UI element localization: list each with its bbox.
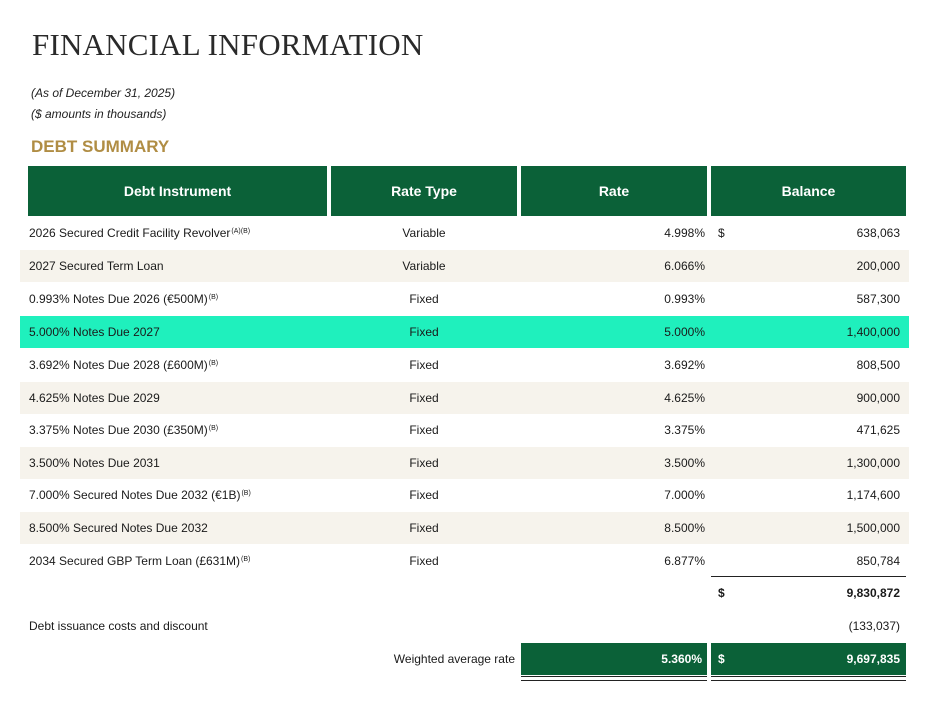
- table-row: [20, 349, 909, 381]
- table-row: [20, 283, 909, 315]
- as-of-date-note: (As of December 31, 2025): [31, 86, 176, 100]
- issuance-costs-value: (133,037): [848, 619, 900, 633]
- instrument-name: 2034 Secured GBP Term Loan (£631M) $^{(B)}$: [29, 554, 251, 568]
- currency-symbol: $: [718, 226, 725, 240]
- instrument-name: 2027 Secured Term Loan: [29, 259, 164, 273]
- balance-value: 1,174,600: [846, 488, 900, 502]
- rate-value: 8.500%: [664, 521, 705, 535]
- table-row: [20, 545, 909, 577]
- rate-type: Fixed: [409, 488, 439, 502]
- instrument-name: 2026 Secured Credit Facility Revolver $^{(A)(B)}$: [29, 226, 251, 240]
- instrument-name: 5.000% Notes Due 2027: [29, 325, 160, 339]
- rate-value: 6.066%: [664, 259, 705, 273]
- rate-type: Variable: [402, 259, 446, 273]
- page-title: FINANCIAL INFORMATION: [32, 27, 424, 62]
- double-underline-balance: [711, 676, 906, 681]
- rate-type: Fixed: [409, 325, 439, 339]
- rate-type: Fixed: [409, 292, 439, 306]
- column-header-debt-instrument: Debt Instrument: [28, 166, 327, 216]
- section-title-debt-summary: DEBT SUMMARY: [31, 137, 170, 156]
- rate-type: Fixed: [409, 521, 439, 535]
- issuance-costs-label: Debt issuance costs and discount: [29, 619, 208, 633]
- rate-value: 3.375%: [664, 423, 705, 437]
- rate-value: 4.998%: [664, 226, 705, 240]
- rate-value: 7.000%: [664, 488, 705, 502]
- instrument-name: 4.625% Notes Due 2029: [29, 391, 160, 405]
- issuance-costs-row: [20, 610, 909, 642]
- total-balance-cell: [711, 643, 906, 675]
- rate-type: Fixed: [409, 358, 439, 372]
- column-header-balance: Balance: [711, 166, 906, 216]
- table-row-highlighted: [20, 316, 909, 348]
- instrument-name: 3.692% Notes Due 2028 (£600M) $^{(B)}$: [29, 358, 219, 372]
- rate-type: Fixed: [409, 423, 439, 437]
- currency-symbol: $: [718, 586, 725, 600]
- total-balance-value: 9,697,835: [846, 652, 900, 666]
- double-underline-rate: [521, 676, 707, 681]
- units-note: ($ amounts in thousands): [31, 107, 167, 121]
- rate-type: Fixed: [409, 456, 439, 470]
- balance-value: 638,063: [856, 226, 900, 240]
- weighted-average-rate: 5.360%: [521, 643, 707, 675]
- balance-value: 850,784: [856, 554, 900, 568]
- column-header-rate: Rate: [521, 166, 707, 216]
- balance-value: 900,000: [856, 391, 900, 405]
- balance-value: 808,500: [856, 358, 900, 372]
- rate-value: 3.500%: [664, 456, 705, 470]
- instrument-name: 8.500% Secured Notes Due 2032: [29, 521, 208, 535]
- balance-value: 1,500,000: [846, 521, 900, 535]
- table-row: [20, 479, 909, 511]
- table-row: [20, 414, 909, 446]
- column-header-rate-type: Rate Type: [331, 166, 517, 216]
- balance-value: 200,000: [856, 259, 900, 273]
- weighted-average-label: Weighted average rate: [393, 652, 515, 666]
- balance-value: 587,300: [856, 292, 900, 306]
- currency-symbol: $: [718, 652, 725, 666]
- rate-value: 0.993%: [664, 292, 705, 306]
- table-row: [20, 512, 909, 544]
- rate-type: Fixed: [409, 391, 439, 405]
- rate-type: Fixed: [409, 554, 439, 568]
- instrument-name: 7.000% Secured Notes Due 2032 (€1B) $^{(B)}$: [29, 488, 251, 502]
- table-row: [20, 382, 909, 414]
- balance-value: 1,300,000: [846, 456, 900, 470]
- balance-value: 471,625: [856, 423, 900, 437]
- instrument-name: 3.500% Notes Due 2031: [29, 456, 160, 470]
- balance-value: 1,400,000: [846, 325, 900, 339]
- rate-value: 6.877%: [664, 554, 705, 568]
- rate-value: 3.692%: [664, 358, 705, 372]
- subtotal-row: [20, 577, 909, 609]
- table-row: [20, 447, 909, 479]
- instrument-name: 0.993% Notes Due 2026 (€500M) $^{(B)}$: [29, 292, 219, 306]
- rate-value: 5.000%: [664, 325, 705, 339]
- rate-value: 4.625%: [664, 391, 705, 405]
- rate-type: Variable: [402, 226, 446, 240]
- table-row: [20, 250, 909, 282]
- table-row: [20, 217, 909, 249]
- instrument-name: 3.375% Notes Due 2030 (£350M) $^{(B)}$: [29, 423, 219, 437]
- subtotal-value: 9,830,872: [846, 586, 900, 600]
